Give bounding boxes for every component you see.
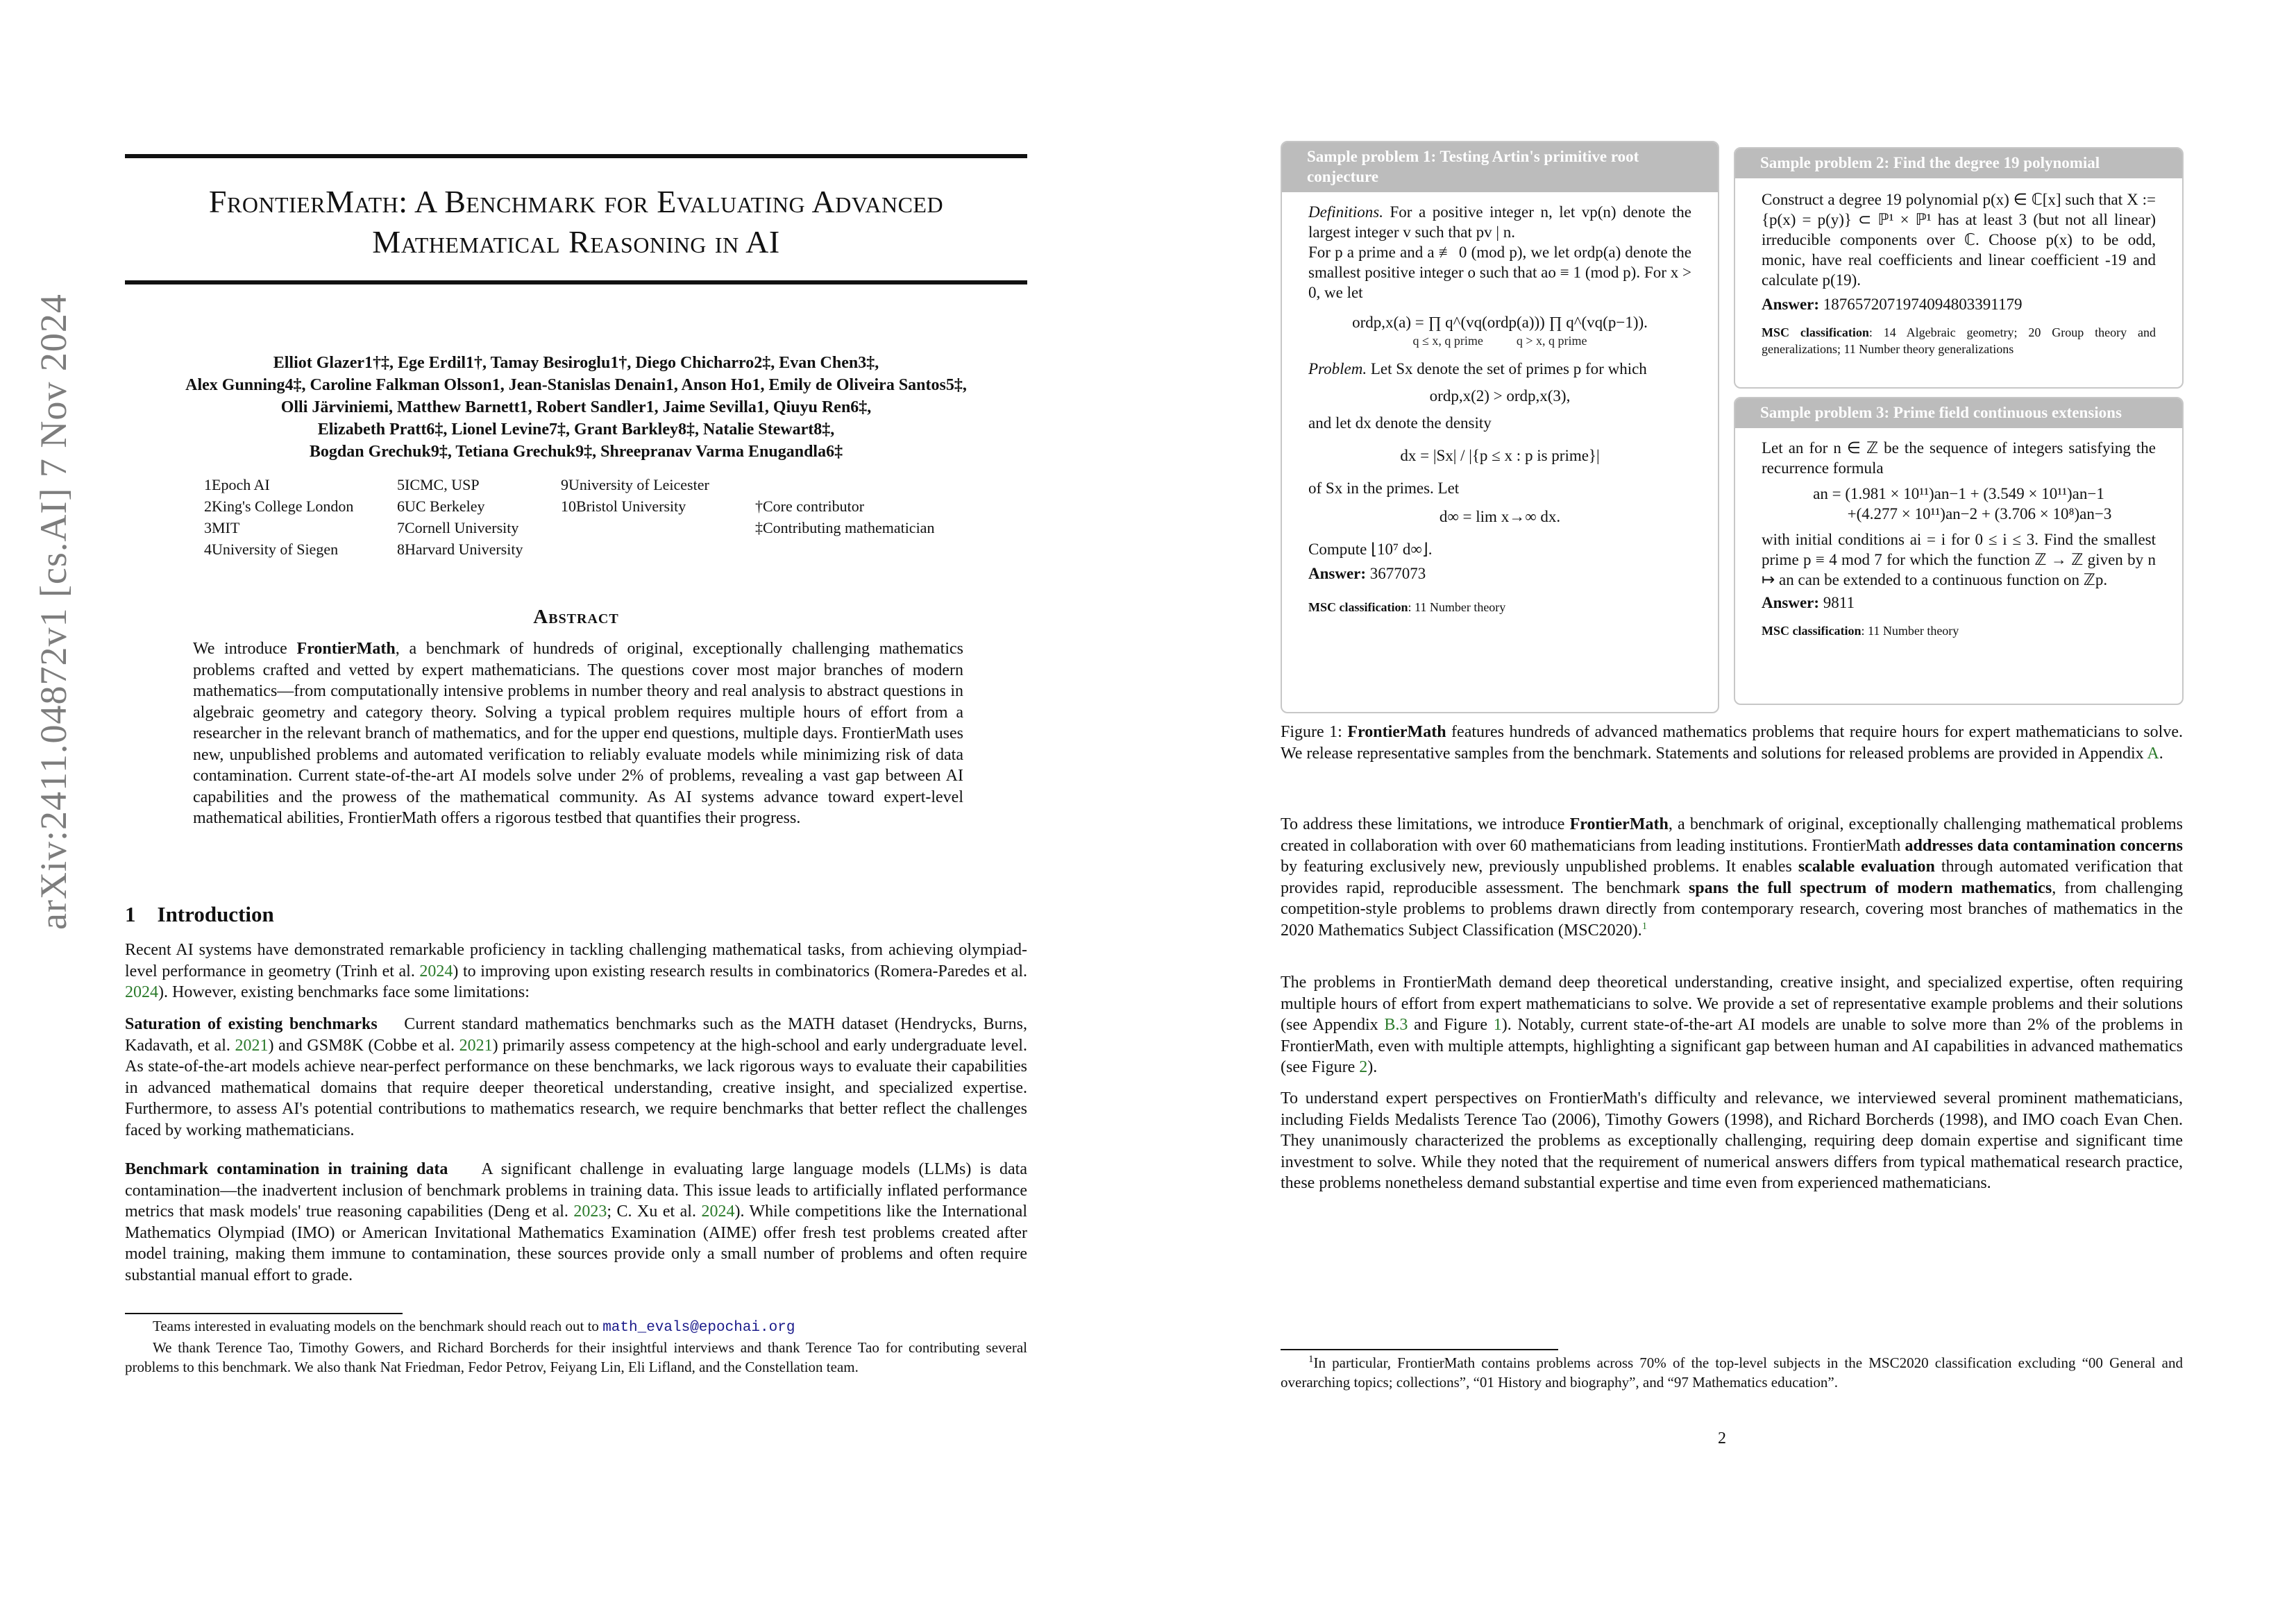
recurrence-equation [1762,484,2156,524]
equation-limit: d∞ = lim x→∞ dx. [1439,508,1561,525]
author-list [125,352,1027,463]
page-number: 2 [1718,1429,1726,1447]
abstract-heading: Abstract [533,606,619,628]
figure-link[interactable]: 2 [1359,1058,1368,1076]
figure-1-caption [1281,722,2183,764]
paragraph-runin-heading: Benchmark contamination in training data [125,1160,448,1178]
intro-paragraph-saturation [125,1014,1032,1141]
definitions-label: Definitions. [1308,203,1383,221]
sample-problem-2-body [1735,178,2182,357]
affiliation: 8Harvard University [397,541,523,558]
title-line-2: Mathematical Reasoning in AI [372,224,780,260]
problem-text: Let Sx denote the set of primes p for which [1370,360,1647,377]
citation-link[interactable]: 2024 [419,962,453,980]
text: ). [1367,1058,1378,1076]
affiliation: 4University of Siegen [204,541,339,558]
footnote-left [125,1316,1027,1377]
problem-text: with initial conditions ai = i for 0 ≤ i ≤ 3. Find the smallest prime p ≡ 4 mod 7 for which the function ℤ → ℤ given by n ↦ an can be extended to a continuous function on ℤp. [1762,531,2156,588]
figure-link[interactable]: 1 [1493,1016,1502,1034]
sample-problem-2-header: Sample problem 2: Find the degree 19 polynomial [1735,148,2182,178]
sample-problem-3-header: Sample problem 3: Prime field continuous extensions [1735,398,2182,428]
right-paragraph-2 [1281,972,2183,1078]
bold-text: spans the full spectrum of modern mathematics [1688,878,2052,897]
text: by featuring exclusively new, previously unpublished problems. It enables [1281,858,1798,876]
affiliation: 2King's College London [204,498,354,515]
text: ) to improving upon existing research results in combinatorics (Romera-Paredes et al. [453,962,1027,980]
title-bottom-rule [125,280,1027,284]
msc-label: MSC classification [1762,325,1869,339]
footnote-text: Teams interested in evaluating models on the benchmark should reach out to [153,1318,603,1334]
text: To address these limitations, we introduce [1281,815,1570,833]
abstract-bold-name: FrontierMath [296,640,396,658]
msc-label: MSC classification [1762,624,1862,638]
author-line-3: Olli Järviniemi, Matthew Barnett1, Robert Sandler1, Jaime Sevilla1, Qiuyu Ren6‡, [280,398,872,416]
author-line-5: Bogdan Grechuk9‡, Tetiana Grechuk9‡, Shreepranav Varma Enugandla6‡ [309,443,843,461]
text: ). However, existing benchmarks face some limitations: [158,983,530,1001]
answer-label: Answer: [1762,296,1820,313]
equation-ord [1308,312,1691,349]
text: ; C. Xu et al. [607,1203,702,1221]
appendix-link[interactable]: A [2147,744,2159,763]
intro-paragraph-1 [125,940,1027,1003]
equation-subscripts [1308,332,1691,349]
bold-text: scalable evaluation [1798,858,1935,876]
affiliation: 5ICMC, USP [397,476,480,493]
definition-text: For a positive integer n, let vp(n) denote the largest integer v such that pv | n. [1308,203,1692,241]
text: ) primarily assess competency at the high-school and early undergraduate level. As state-of-the-art models achieve near-perfect performance on these benchmarks, we lack rigorous ways to evaluate their capabilities in advanced mathematical domains that require deeper theoretical understanding, creative insight, and specialized expertise. Furthermore, to assess AI's potential contributions to mathematics research, we require benchmarks that better reflect the challenges faced by working mathematicians. [125,1036,1027,1139]
affiliations-col-3 [561,474,709,517]
abstract-text: , a benchmark of hundreds of original, exceptionally challenging mathematics problems crafted and vetted by expert mathematicians. The questions cover most major branches of modern mathematics—from computationally intensive problems in number theory and real analysis to abstract questions in algebraic geometry and category theory. Solving a typical problem requires multiple hours of effort from a researcher in the relevant branch of mathematics, and for the upper end questions, multiple days. FrontierMath uses new, unpublished problems and automated verification to reliably evaluate models while minimizing risk of data contamination. Current state-of-the-art AI models solve under 2% of problems, revealing a vast gap between AI capabilities and the prowess of the mathematical community. As AI systems advance toward expert-level mathematical abilities, FrontierMath offers a rigorous testbed that quantifies their progress. [193,640,964,827]
definition-text: For p a prime and a ≢ 0 (mod p), we let ordp(a) denote the smallest positive integer o such that ao ≡ 1 (mod p). For x > 0, we let [1308,244,1691,301]
sample-problem-3-box [1734,397,2184,705]
title-line-1: FrontierMath: A Benchmark for Evaluating Advanced [208,184,944,219]
affiliations-col-1 [204,474,353,560]
acknowledgements-text: We thank Terence Tao, Timothy Gowers, and Richard Borcherds for their insightful interviews and thank Terence Tao for contributing several problems to this benchmark. We also thank Nat Friedman, Fedor Petrov, Feiyang Lin, Eli Lifland, and the Constellation team. [125,1339,1027,1375]
affiliation: 3MIT [204,519,240,536]
answer-value: 3677073 [1369,565,1426,582]
answer-label: Answer: [1762,594,1820,611]
product-subscript: q ≤ x, q prime [1412,334,1483,348]
text: Recent AI systems have demonstrated remarkable proficiency in tackling challenging mathematical tasks, from achieving olympiad-level performance in geometry (Trinh et al. [125,941,1027,980]
abstract-lead: We introduce [193,640,297,658]
text: A significant challenge in evaluating large language models (LLMs) is data contamination—the inadvertent inclusion of benchmark problems in training data. This issue leads to artificially inflated performance metrics that mask models' true reasoning capabilities (Deng et al. [125,1160,1031,1221]
footnote-right [1281,1353,2183,1392]
citation-link[interactable]: 2024 [125,983,158,1001]
author-line-1: Elliot Glazer1†‡, Ege Erdil1†, Tamay Besiroglu1†, Diego Chicharro2‡, Evan Chen3‡, [273,354,879,372]
msc-label: MSC classification [1308,600,1408,614]
equation-line: an = (1.981 × 10¹¹)an−1 + (3.549 × 10¹¹)an−1 [1813,485,2104,502]
arxiv-identifier: arXiv:2411.04872v1 [cs.AI] 7 Nov 2024 [33,294,74,930]
contact-email-link[interactable]: math_evals@epochai.org [602,1320,795,1336]
equation-density: dx = |Sx| / |{p ≤ x : p is prime}| [1400,447,1600,464]
author-line-4: Elizabeth Pratt6‡, Lionel Levine7‡, Grant Barkley8‡, Natalie Stewart8‡, [317,420,835,439]
problem-text: of Sx in the primes. Let [1308,479,1460,497]
problem-text: Compute ⌊10⁷ d∞⌋. [1308,541,1433,558]
affiliation: 7Cornell University [397,519,519,536]
footnote-rule-left [125,1313,403,1314]
citation-link[interactable]: 2024 [701,1203,735,1221]
text: ) and GSM8K (Cobbe et al. [268,1036,459,1055]
text: Current standard mathematics benchmarks such as the MATH dataset (Hendrycks, Burns, Kadavath, et al. [125,1015,1032,1055]
problem-text: Let an for n ∈ ℤ be the sequence of integers satisfying the recurrence formula [1762,439,2156,477]
problem-text: and let dx denote the density [1308,414,1492,432]
abstract-body [193,638,963,829]
answer-value: 9811 [1823,594,1855,611]
caption-text: features hundreds of advanced mathematics problems that require hours for expert mathematicians to solve. We release representative samples from the benchmark. Statements and solutions for released problems are provided in Appendix [1281,723,2184,763]
affiliation: 1Epoch AI [204,476,270,493]
text: ). While competitions like the International Mathematics Olympiad (IMO) or American Invitational Mathematics Examination (AIME) offer fresh test problems created after model training, making them immune to contamination, these sources provide only a small number of problems and often require substantial manual effort to grade. [125,1203,1027,1284]
msc-value: : 14 Algebraic geometry; 20 Group theory and generalizations; 11 Number theory generalizations [1762,325,2156,356]
citation-link[interactable]: 2021 [459,1036,493,1055]
figure-bold-name: FrontierMath [1347,723,1446,741]
equation-line: +(4.277 × 10¹¹)an−2 + (3.706 × 10⁸)an−3 [1847,505,2112,522]
section-heading: 1 Introduction [125,902,274,926]
intro-paragraph-contamination [125,1159,1031,1286]
problem-label: Problem. [1308,360,1367,377]
msc-value: : 11 Number theory [1861,624,1959,638]
text: and Figure [1408,1016,1494,1034]
paper-title [125,182,1027,262]
sample-problem-1-header: Sample problem 1: Testing Artin's primitive root conjecture [1282,142,1718,192]
problem-text: Construct a degree 19 polynomial p(x) ∈ ℂ[x] such that X := {p(x) = p(y)} ⊂ ℙ¹ × ℙ¹ has at least 3 (but not all linear) irreducible components over ℂ. Choose p(x) to be odd, monic, have real coefficients and linear coefficient -19 and calculate p(19). [1762,191,2156,289]
text: ). Notably, current state-of-the-art AI models are unable to solve more than 2% of the problems in FrontierMath, even with multiple attempts, highlighting a significant gap between human and AI capabilities in advanced mathematics (see Figure [1281,1016,2183,1076]
sample-problem-3-body [1735,428,2182,639]
footnote-marker-link[interactable]: 1 [1641,920,1648,932]
title-top-rule [125,154,1027,158]
sample-problem-1-body [1282,192,1718,615]
product-subscript: q > x, q prime [1516,334,1587,348]
answer-value: 1876572071974094803391179 [1823,296,2023,313]
right-paragraph-3: To understand expert perspectives on FrontierMath's difficulty and relevance, we interviewed several prominent mathematicians, including Fields Medalists Terence Tao (2006), Timothy Gowers (1998), and Richard Borcherds (1998), and IMO coach Evan Chen. They unanimously characterized the problems as exceptionally challenging, requiring deep domain expertise and significant time investment to solve. While they noted that the requirement of numerical answers differs from typical mathematical research practice, these problems nonetheless demand substantial expertise and time even from experienced mathematicians. [1281,1089,2183,1192]
contributor-note: †Core contributor [755,498,865,515]
caption-text: . [2159,744,2163,763]
author-line-2: Alex Gunning4‡, Caroline Falkman Olsson1, Jean-Stanislas Denain1, Anson Ho1, Emily de Oliveira Santos5‡, [185,376,967,394]
equation: ordp,x(2) > ordp,x(3), [1429,387,1571,405]
figure-label: Figure 1: [1281,723,1348,741]
msc-value: : 11 Number theory [1408,600,1506,614]
footnote-number: 1 [1308,1354,1314,1365]
bold-text: FrontierMath [1569,815,1669,833]
sample-problem-2-box [1734,147,2184,389]
equation: ordp,x(a) = ∏ q^(vq(ordp(a))) ∏ q^(vq(p−1)). [1352,314,1648,331]
affiliations-col-4 [755,495,934,538]
paragraph-runin-heading: Saturation of existing benchmarks [125,1015,378,1033]
answer-label: Answer: [1308,565,1367,582]
text: , from challenging competition-style problems to problems drawn directly from contemporary research, covering most branches of mathematics in the 2020 Mathematics Subject Classification (MSC2020). [1281,878,2183,940]
text: The problems in FrontierMath demand deep theoretical understanding, creative insight, and specialized expertise, often requiring multiple hours of effort from expert mathematicians to solve. We provide a set of representative example problems and their solutions (see Appendix [1281,974,2183,1034]
appendix-link[interactable]: B.3 [1384,1016,1408,1034]
citation-link[interactable]: 2023 [573,1203,607,1221]
text: through automated verification that provides rapid, reproducible assessment. The benchmark [1281,858,2183,897]
bold-text: addresses data contamination concerns [1905,836,2183,855]
footnote-rule-right [1281,1349,1558,1350]
affiliation: 9University of Leicester [561,476,709,493]
text: , a benchmark of original, exceptionally challenging mathematical problems created in collaboration with over 60 mathematicians from leading institutions. FrontierMath [1281,815,2183,855]
citation-link[interactable]: 2021 [235,1036,269,1055]
sample-problem-1-box [1281,141,1719,713]
contributor-note: ‡Contributing mathematician [755,519,935,536]
footnote-text: In particular, FrontierMath contains problems across 70% of the top-level subjects in the MSC2020 classification excluding “00 General and overarching topics; collections”, “01 History and biography”, and “97 Mathematics education”. [1281,1354,2183,1391]
affiliation: 6UC Berkeley [397,498,485,515]
right-paragraph-1 [1281,814,2183,941]
affiliations-col-2 [397,474,523,560]
affiliation: 10Bristol University [561,498,686,515]
